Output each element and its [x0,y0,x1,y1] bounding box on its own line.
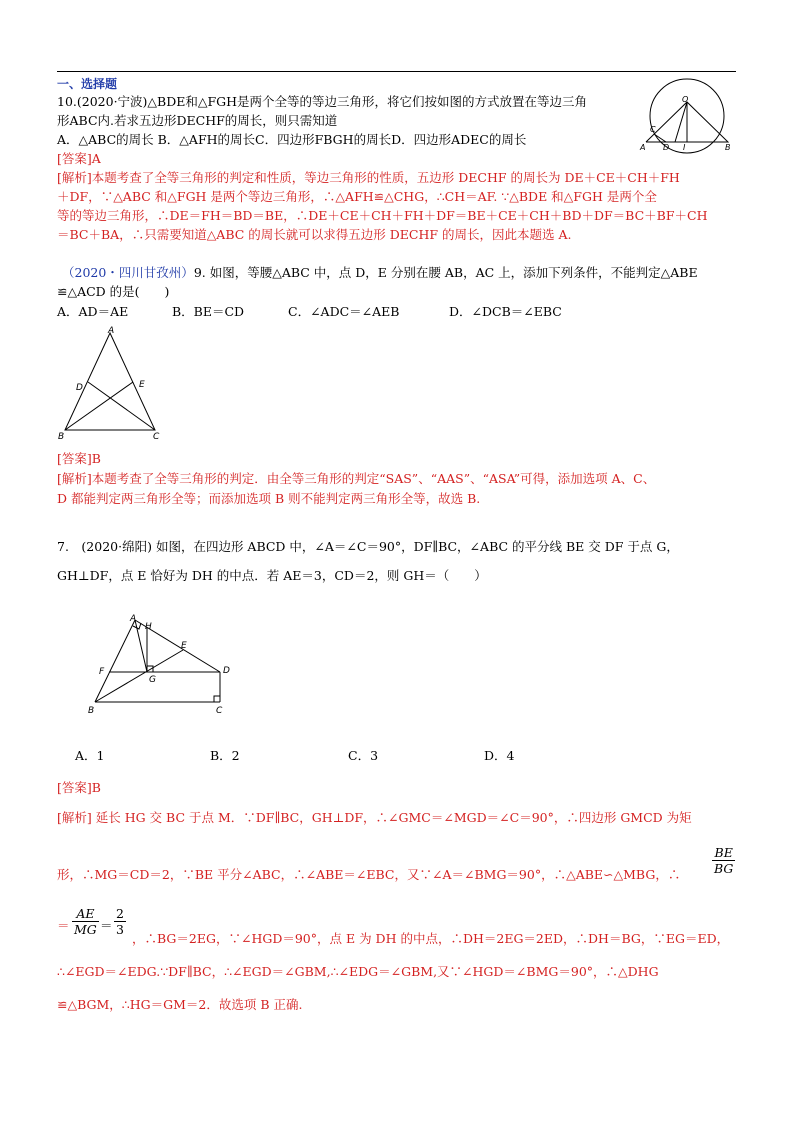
q7-label-c: C [216,706,223,716]
q7-line2: GH⊥DF，点 E 恰好为 DH 的中点．若 AE＝3，CD＝2，则 GH＝（ ） [57,568,487,583]
fraction-be-bg-den: BG [714,861,734,876]
q10-label-o: O [682,95,689,104]
q9-label-c: C [153,432,160,442]
q9-line1 [62,265,698,281]
top-rule [57,71,736,72]
q9-source: （2020・四川甘孜州） [62,265,194,280]
q7-analysis-5: ≌△BGM，∴HG＝GM＝2．故选项 B 正确. [57,997,303,1012]
q7-label-h: H [145,622,152,632]
q7-analysis-2: 形，∴MG＝CD＝2，∵BE 平分∠ABC，∴∠ABE＝∠EBC，又∵∠A＝∠BMG＝90°，∴△ABE∽△MBG，∴ [57,867,681,882]
q7-label-a: A [130,614,137,624]
q10-line1: 10.(2020·宁波)△BDE和△FGH是两个全等的等边三角形，将它们按如图的方式放置在等边三角 [57,94,588,109]
q10-line2: 形ABC内.若求五边形DECHF的周长，则只需知道 [57,113,338,128]
q9-option-a: A．AD＝AE [57,304,129,319]
q9-line1-text: 9. 如图，等腰△ABC 中，点 D，E 分别在腰 AB，AC 上，添加下列条件，不能判定△ABE [193,265,698,280]
q9-answer: [答案]B [57,451,101,466]
fraction-be-bg-num: BE [712,845,735,861]
q10-analysis-2: ＋DF，∵△ABC 和△FGH 是两个等边三角形，∴△AFH≌△CHG，∴CH＝AF. ∵△BDE 和△FGH 是两个全 [57,189,657,204]
q9-option-b: B．BE＝CD [172,304,245,319]
q10-analysis-3: 等的等边三角形，∴DE＝FH＝BD＝BE，∴DE＋CE＋CH＋FH＋DF＝BE＋CE＋CH＋BD＋DF＝BC＋BF＋CH [57,208,708,223]
fraction-two-thirds-num: 2 [116,906,124,921]
q9-label-d: D [76,383,83,393]
section-title: 一、选择题 [57,77,118,91]
q10-label-i: I [683,143,686,152]
q9-label-e: E [139,380,145,390]
q9-figure [55,325,170,445]
fraction-be-bg [712,845,735,876]
q7-option-b: B．2 [210,748,240,763]
q10-answer: [答案]A [57,151,101,166]
fraction-ae-mg-num: AE [72,906,99,922]
q9-option-d: D．∠DCB＝∠EBC [449,304,562,319]
q7-label-e: E [181,641,187,651]
q7-analysis-4: ∴∠EGD＝∠EDG.∵DF∥BC，∴∠EGD＝∠GBM,∴∠EDG＝∠GBM,又∵∠HGD＝∠BMG＝90°，∴△DHG [57,964,659,979]
q7-equals: ＝ [57,918,70,933]
q7-option-a: A．1 [75,748,105,763]
q7-analysis-3: ，∴BG＝2EG，∵∠HGD＝90°，点 E 为 DH 的中点，∴DH＝2EG＝2ED，∴DH＝BG，∵EG＝ED， [132,931,730,946]
q7-answer: [答案]B [57,780,101,795]
q10-analysis-1: [解析]本题考查了全等三角形的判定和性质，等边三角形的性质，五边形 DECHF 的周长为 DE＋CE＋CH＋FH [57,170,680,185]
q10-options: A．△ABC的周长 B．△AFH的周长C．四边形FBGH的周长D．四边形ADEC的周长 [57,132,527,147]
q10-figure [638,78,734,156]
q7-figure [85,610,235,720]
q7-option-d: D．4 [484,748,515,763]
q7-equals-2: ＝ [100,918,113,933]
fraction-two-thirds-den: 3 [116,922,124,937]
q7-label-g: G [149,675,156,685]
q10-label-d: D [663,143,670,152]
q7-label-b: B [88,706,95,716]
fraction-ae-mg-den: MG [74,922,97,937]
q7-label-d: D [223,666,230,676]
q7-analysis-1: [解析] 延长 HG 交 BC 于点 M．∵DF∥BC，GH⊥DF，∴∠GMC＝∠MGD＝∠C＝90°，∴四边形 GMCD 为矩 [57,810,692,825]
q10-analysis-4: ＝BC＋BA，∴只需要知道△ABC 的周长就可以求得五边形 DECHF 的周长，因此本题选 A. [57,227,572,242]
q10-label-b: B [725,143,731,152]
q9-analysis-1: [解析]本题考查了全等三角形的判定．由全等三角形的判定“SAS”、“AAS”、“ASA”可得，添加选项 A、C、 [57,471,656,486]
q7-line1: 7. (2020·绵阳) 如图，在四边形 ABCD 中，∠A＝∠C＝90°，DF∥BC，∠ABC 的平分线 BE 交 DF 于点 G， [57,539,679,554]
q7-label-f: F [99,667,105,677]
fraction-ae-mg [72,906,99,937]
q9-analysis-2: D 都能判定两三角形全等；而添加选项 B 则不能判定两三角形全等，故选 B. [57,491,481,506]
q10-label-a: A [640,143,646,152]
fraction-two-thirds [114,906,126,937]
q7-option-c: C．3 [348,748,379,763]
q9-option-c: C．∠ADC＝∠AEB [288,304,400,319]
q9-label-b: B [58,432,65,442]
q9-line2: ≌△ACD 的是( ) [57,284,170,299]
q10-label-c: C [650,125,656,134]
q9-label-a: A [108,326,115,336]
